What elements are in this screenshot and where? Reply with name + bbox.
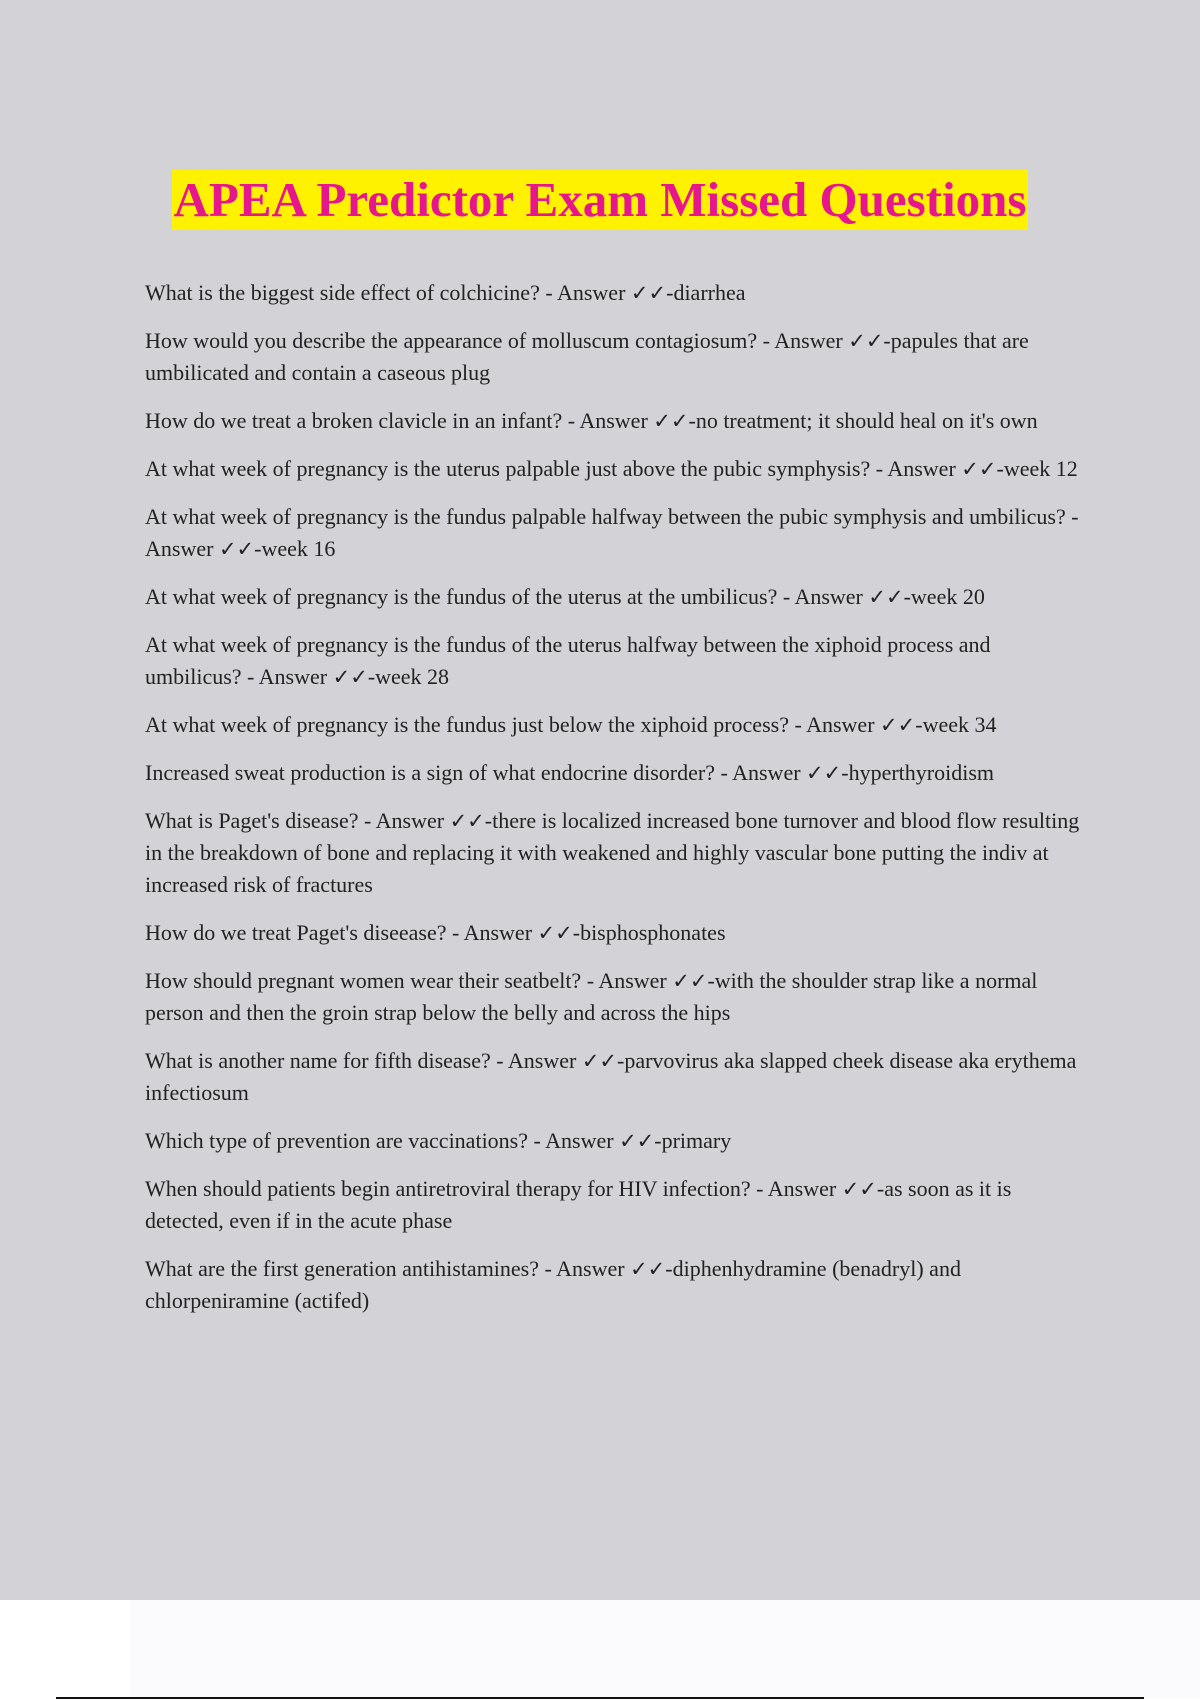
question-text: How would you describe the appearance of molluscum contagiosum? bbox=[145, 328, 758, 353]
answer-label: Answer bbox=[258, 664, 328, 689]
answer-text: parvovirus aka slapped cheek disease aka erythema infectiosum bbox=[145, 1048, 1077, 1105]
answer-label: Answer bbox=[794, 584, 863, 609]
question-text: What is Paget's disease? bbox=[145, 808, 359, 833]
answer-text: week 20 bbox=[910, 584, 985, 609]
double-check-icon: ✓✓ bbox=[581, 1049, 618, 1073]
page-title: APEA Predictor Exam Missed Questions bbox=[172, 170, 1029, 230]
question-text: When should patients begin antiretroviral therapy for HIV infection? bbox=[145, 1176, 751, 1201]
answer-label: Answer bbox=[598, 968, 667, 993]
question-text: At what week of pregnancy is the fundus of the uterus halfway between the xiphoid process and umbilicus? bbox=[145, 632, 991, 689]
qa-item: Increased sweat production is a sign of what endocrine disorder? - Answer ✓✓-hyperthyroidism bbox=[145, 760, 995, 785]
question-text: What are the first generation antihistamines? bbox=[145, 1256, 540, 1281]
answer-label: Answer bbox=[375, 808, 445, 833]
answer-text: hyperthyroidism bbox=[848, 760, 995, 785]
double-check-icon: ✓✓ bbox=[630, 281, 667, 305]
qa-item: At what week of pregnancy is the fundus of the uterus at the umbilicus? - Answer ✓✓-week 20 bbox=[145, 584, 985, 609]
double-check-icon: ✓✓ bbox=[218, 537, 255, 561]
double-check-icon: ✓✓ bbox=[961, 457, 997, 481]
qa-item: How do we treat a broken clavicle in an infant? - Answer ✓✓-no treatment; it should heal on it's own bbox=[145, 408, 1038, 433]
question-text: What is another name for fifth disease? bbox=[145, 1048, 491, 1073]
footer-shade bbox=[130, 1600, 1200, 1698]
question-text: How do we treat Paget's diseease? bbox=[145, 920, 447, 945]
answer-text: there is localized increased bone turnover and blood flow resulting in the breakdown of bone and replacing it with weakened and highly vascular bone putting the indiv at increased risk of fractures bbox=[145, 808, 1080, 897]
question-text: How should pregnant women wear their seatbelt? bbox=[145, 968, 582, 993]
double-check-icon: ✓✓ bbox=[841, 1177, 877, 1201]
answer-label: Answer bbox=[556, 1256, 625, 1281]
question-text: What is the biggest side effect of colchicine? bbox=[145, 280, 540, 305]
question-text: At what week of pregnancy is the fundus palpable halfway between the pubic symphysis and umbilicus? bbox=[145, 504, 1066, 529]
double-check-icon: ✓✓ bbox=[653, 409, 689, 433]
footer-divider bbox=[56, 1697, 1144, 1699]
answer-text: diphenhydramine (benadryl) and chlorpeniramine (actifed) bbox=[145, 1256, 961, 1313]
title-wrap bbox=[0, 170, 1200, 230]
answer-text: diarrhea bbox=[673, 280, 746, 305]
double-check-icon: ✓✓ bbox=[537, 921, 573, 945]
answer-text: no treatment; it should heal on it's own bbox=[695, 408, 1038, 433]
qa-item: What are the first generation antihistamines? - Answer ✓✓-diphenhydramine (benadryl) and chlorpeniramine (actifed) bbox=[145, 1256, 961, 1313]
qa-item: What is another name for fifth disease? - Answer ✓✓-parvovirus aka slapped cheek disease aka erythema infectiosum bbox=[145, 1048, 1077, 1105]
qa-item: How do we treat Paget's diseease? - Answer ✓✓-bisphosphonates bbox=[145, 920, 726, 945]
answer-label: Answer bbox=[887, 456, 956, 481]
answer-label: Answer bbox=[556, 280, 626, 305]
question-text: At what week of pregnancy is the fundus of the uterus at the umbilicus? bbox=[145, 584, 778, 609]
answer-text: week 16 bbox=[261, 536, 336, 561]
qa-list bbox=[145, 277, 1090, 1333]
qa-item: At what week of pregnancy is the fundus of the uterus halfway between the xiphoid process and umbilicus? - Answer ✓✓-week 28 bbox=[145, 632, 991, 689]
page-footer-area bbox=[0, 1600, 1200, 1700]
question-text: Which type of prevention are vaccinations? bbox=[145, 1128, 529, 1153]
answer-text: papules that are umbilicated and contain a caseous plug bbox=[145, 328, 1029, 385]
answer-label: Answer bbox=[767, 1176, 837, 1201]
double-check-icon: ✓✓ bbox=[880, 713, 916, 737]
question-text: How do we treat a broken clavicle in an infant? bbox=[145, 408, 563, 433]
question-text: Increased sweat production is a sign of what endocrine disorder? bbox=[145, 760, 715, 785]
answer-label: Answer bbox=[545, 1128, 614, 1153]
qa-item: At what week of pregnancy is the fundus palpable halfway between the pubic symphysis and umbilicus? - Answer ✓✓-week 16 bbox=[145, 504, 1079, 561]
double-check-icon: ✓✓ bbox=[619, 1129, 655, 1153]
answer-label: Answer bbox=[463, 920, 533, 945]
answer-text: bisphosphonates bbox=[580, 920, 726, 945]
qa-item: What is Paget's disease? - Answer ✓✓-there is localized increased bone turnover and blood flow resulting in the breakdown of bone and replacing it with weakened and highly vascular bone putting the indiv at increased risk of fractures bbox=[145, 808, 1080, 897]
answer-text: week 12 bbox=[1003, 456, 1078, 481]
qa-item: What is the biggest side effect of colchicine? - Answer ✓✓-diarrhea bbox=[145, 280, 746, 305]
qa-item: How should pregnant women wear their seatbelt? - Answer ✓✓-with the shoulder strap like a normal person and then the groin strap below the belly and across the hips bbox=[145, 968, 1038, 1025]
qa-item: How would you describe the appearance of molluscum contagiosum? - Answer ✓✓-papules that are umbilicated and contain a caseous plug bbox=[145, 328, 1029, 385]
double-check-icon: ✓✓ bbox=[806, 761, 842, 785]
answer-label: Answer bbox=[774, 328, 843, 353]
answer-text: primary bbox=[661, 1128, 732, 1153]
question-text: At what week of pregnancy is the uterus palpable just above the pubic symphysis? bbox=[145, 456, 871, 481]
answer-text: with the shoulder strap like a normal person and then the groin strap below the belly and across the hips bbox=[145, 968, 1038, 1025]
answer-label: Answer bbox=[145, 536, 214, 561]
answer-label: Answer bbox=[579, 408, 648, 433]
qa-item: When should patients begin antiretroviral therapy for HIV infection? - Answer ✓✓-as soon as it is detected, even if in the acute phase bbox=[145, 1176, 1012, 1233]
qa-item: At what week of pregnancy is the uterus palpable just above the pubic symphysis? - Answer ✓✓-week 12 bbox=[145, 456, 1078, 481]
qa-item: At what week of pregnancy is the fundus just below the xiphoid process? - Answer ✓✓-week 34 bbox=[145, 712, 997, 737]
question-text: At what week of pregnancy is the fundus just below the xiphoid process? bbox=[145, 712, 789, 737]
answer-label: Answer bbox=[732, 760, 801, 785]
answer-text: week 34 bbox=[922, 712, 997, 737]
double-check-icon: ✓✓ bbox=[868, 585, 904, 609]
answer-label: Answer bbox=[507, 1048, 577, 1073]
answer-label: Answer bbox=[806, 712, 875, 737]
qa-item: Which type of prevention are vaccinations? - Answer ✓✓-primary bbox=[145, 1128, 732, 1153]
double-check-icon: ✓✓ bbox=[848, 329, 884, 353]
answer-text: as soon as it is detected, even if in the acute phase bbox=[145, 1176, 1012, 1233]
double-check-icon: ✓✓ bbox=[630, 1257, 666, 1281]
double-check-icon: ✓✓ bbox=[449, 809, 485, 833]
double-check-icon: ✓✓ bbox=[332, 665, 368, 689]
double-check-icon: ✓✓ bbox=[672, 969, 708, 993]
answer-text: week 28 bbox=[375, 664, 450, 689]
